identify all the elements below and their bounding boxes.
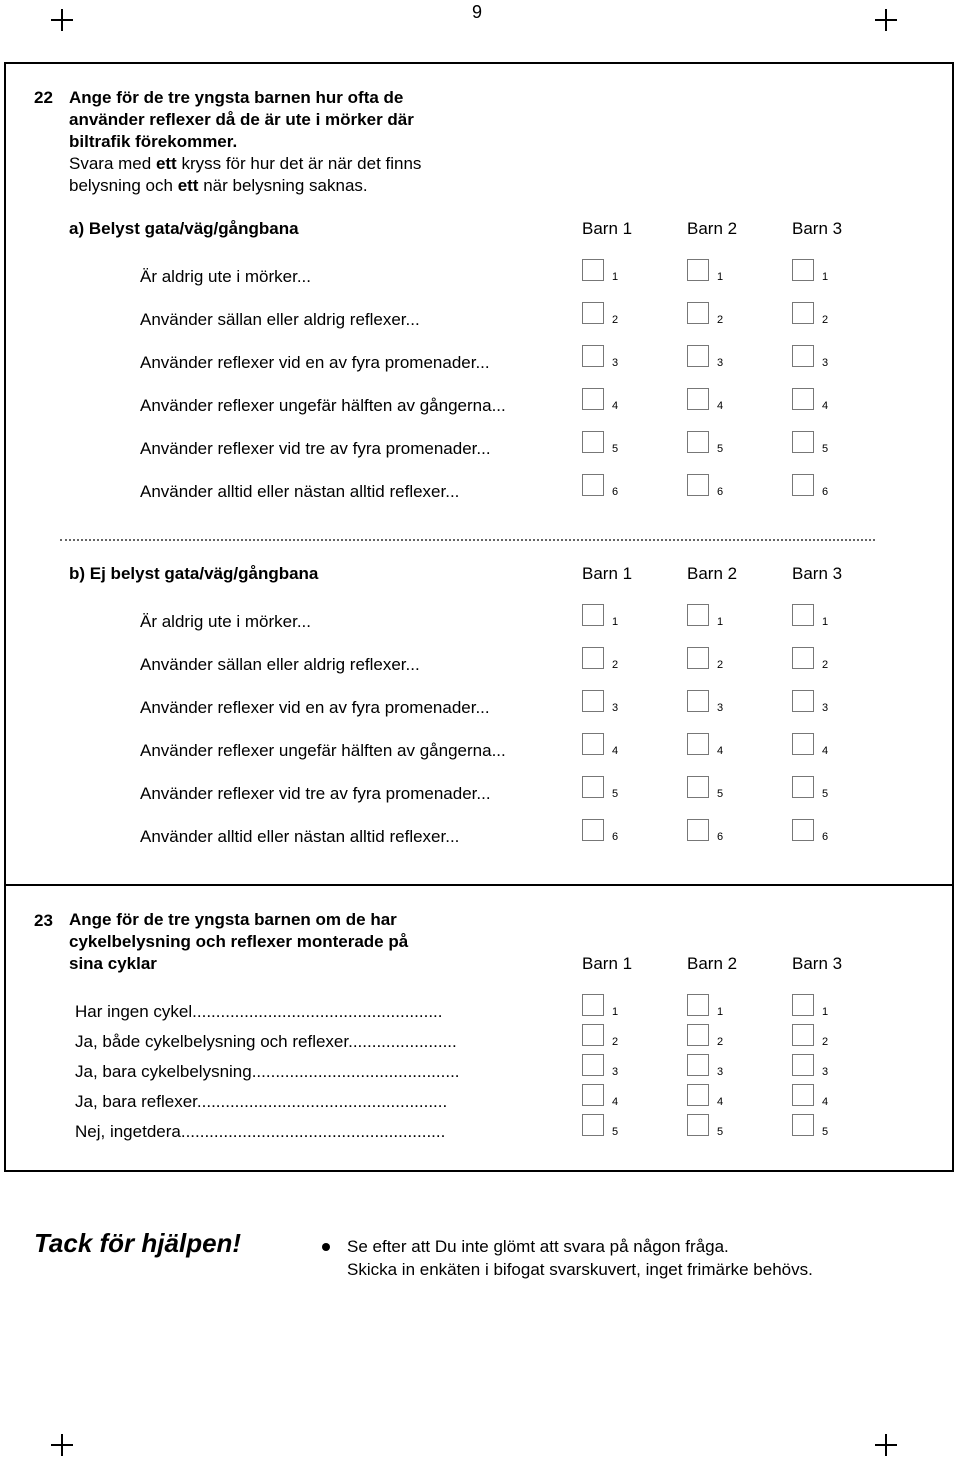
checkbox-barn-2[interactable] (687, 259, 709, 281)
option-label: Ja, bara reflexer..................................................... (75, 1092, 448, 1111)
option-code: 2 (717, 1036, 724, 1048)
checkbox-barn-2[interactable] (687, 819, 709, 841)
option-code: 2 (822, 314, 829, 326)
crop-mark-icon (875, 9, 897, 31)
checkbox-barn-1[interactable] (582, 1024, 604, 1046)
checkbox-barn-3[interactable] (792, 1084, 814, 1106)
option-code: 5 (612, 788, 619, 800)
crop-mark-icon (875, 1434, 897, 1456)
checkbox-barn-3[interactable] (792, 994, 814, 1016)
option-label: Använder reflexer ungefär hälften av gångerna... (140, 741, 506, 760)
checkbox-barn-3[interactable] (792, 776, 814, 798)
option-code: 4 (822, 400, 829, 412)
checkbox-barn-2[interactable] (687, 604, 709, 626)
option-code: 5 (717, 788, 724, 800)
option-label: Är aldrig ute i mörker... (140, 267, 312, 286)
checkbox-barn-2[interactable] (687, 1084, 709, 1106)
option-code: 4 (717, 400, 724, 412)
checkbox-barn-1[interactable] (582, 1114, 604, 1136)
option-code: 4 (822, 745, 829, 757)
checkbox-barn-3[interactable] (792, 604, 814, 626)
option-code: 4 (612, 400, 619, 412)
option-code: 2 (612, 1036, 619, 1048)
question-number: 23 (34, 911, 53, 930)
option-code: 3 (822, 1066, 829, 1078)
option-code: 3 (717, 1066, 724, 1078)
option-code: 6 (717, 831, 724, 843)
question-text: Ange för de tre yngsta barnen om de har cykelbelysning och reflexer monterade på sina cyklar (69, 910, 409, 973)
checkbox-barn-3[interactable] (792, 345, 814, 367)
option-code: 3 (822, 357, 829, 369)
option-label: Är aldrig ute i mörker... (140, 612, 312, 631)
thanks-text: Tack för hjälpen! (34, 1228, 242, 1258)
checkbox-barn-3[interactable] (792, 474, 814, 496)
option-code: 3 (822, 702, 829, 714)
option-code: 1 (822, 616, 829, 628)
option-code: 5 (612, 1126, 619, 1138)
checkbox-barn-2[interactable] (687, 1054, 709, 1076)
option-label: Använder reflexer vid tre av fyra promenader... (140, 439, 491, 458)
checkbox-barn-1[interactable] (582, 302, 604, 324)
option-label: Använder alltid eller nästan alltid reflexer... (140, 827, 460, 846)
checkbox-barn-2[interactable] (687, 1024, 709, 1046)
checkbox-barn-1[interactable] (582, 647, 604, 669)
page-number: 9 (472, 2, 483, 22)
option-code: 3 (717, 702, 724, 714)
option-code: 5 (822, 1126, 829, 1138)
option-code: 2 (822, 1036, 829, 1048)
column-header-barn-1: Barn 1 (582, 219, 633, 238)
option-label: Använder reflexer vid en av fyra promenader... (140, 353, 490, 372)
checkbox-barn-3[interactable] (792, 302, 814, 324)
column-header-barn-3: Barn 3 (792, 564, 843, 583)
option-code: 3 (612, 1066, 619, 1078)
checkbox-barn-2[interactable] (687, 994, 709, 1016)
checkbox-barn-1[interactable] (582, 1054, 604, 1076)
option-code: 3 (612, 357, 619, 369)
option-code: 2 (717, 314, 724, 326)
column-header-barn-1: Barn 1 (582, 564, 633, 583)
option-code: 1 (717, 1006, 724, 1018)
checkbox-barn-3[interactable] (792, 1054, 814, 1076)
checkbox-barn-1[interactable] (582, 474, 604, 496)
option-label: Använder reflexer vid tre av fyra promenader... (140, 784, 491, 803)
section-heading: a) Belyst gata/väg/gångbana (69, 219, 299, 238)
checkbox-barn-1[interactable] (582, 776, 604, 798)
section-divider (60, 539, 875, 541)
option-code: 6 (717, 486, 724, 498)
crop-mark-icon (51, 9, 73, 31)
option-code: 6 (822, 486, 829, 498)
checkbox-barn-3[interactable] (792, 647, 814, 669)
option-label: Nej, ingetdera........................................................ (75, 1122, 446, 1141)
checkbox-barn-1[interactable] (582, 1084, 604, 1106)
checkbox-barn-1[interactable] (582, 604, 604, 626)
option-code: 5 (612, 443, 619, 455)
option-code: 2 (717, 659, 724, 671)
checkbox-barn-2[interactable] (687, 1114, 709, 1136)
checkbox-barn-1[interactable] (582, 259, 604, 281)
checkbox-barn-2[interactable] (687, 345, 709, 367)
option-code: 4 (612, 1096, 619, 1108)
question-text: Ange för de tre yngsta barnen hur ofta de använder reflexer då de är ute i mörker där biltrafik förekommer. Svara med ett kryss för hur det är när det finns belysning och ett när belysning saknas. (69, 88, 422, 195)
checkbox-barn-1[interactable] (582, 431, 604, 453)
option-label: Använder reflexer ungefär hälften av gångerna... (140, 396, 506, 415)
return-instructions: Skicka in enkäten i bifogat svarskuvert, inget frimärke behövs. (347, 1260, 813, 1279)
column-header-barn-3: Barn 3 (792, 219, 843, 238)
option-code: 4 (717, 1096, 724, 1108)
option-code: 2 (612, 314, 619, 326)
column-header-barn-1: Barn 1 (582, 954, 633, 973)
checkbox-barn-2[interactable] (687, 647, 709, 669)
column-header-barn-2: Barn 2 (687, 564, 738, 583)
option-code: 1 (612, 271, 619, 283)
option-code: 5 (717, 443, 724, 455)
checkbox-barn-1[interactable] (582, 690, 604, 712)
option-code: 5 (822, 443, 829, 455)
checkbox-barn-1[interactable] (582, 345, 604, 367)
option-code: 1 (717, 271, 724, 283)
option-code: 6 (822, 831, 829, 843)
column-header-barn-3: Barn 3 (792, 954, 843, 973)
checkbox-barn-2[interactable] (687, 776, 709, 798)
option-code: 4 (612, 745, 619, 757)
checkbox-barn-2[interactable] (687, 733, 709, 755)
option-code: 1 (822, 271, 829, 283)
option-label: Använder sällan eller aldrig reflexer... (140, 655, 420, 674)
checkbox-barn-2[interactable] (687, 388, 709, 410)
option-code: 4 (822, 1096, 829, 1108)
option-code: 6 (612, 831, 619, 843)
column-header-barn-2: Barn 2 (687, 954, 738, 973)
checkbox-barn-3[interactable] (792, 733, 814, 755)
option-code: 6 (612, 486, 619, 498)
option-code: 4 (717, 745, 724, 757)
checkbox-barn-3[interactable] (792, 690, 814, 712)
checkbox-barn-3[interactable] (792, 1114, 814, 1136)
option-label: Använder alltid eller nästan alltid reflexer... (140, 482, 460, 501)
option-label: Har ingen cykel..................................................... (75, 1002, 443, 1021)
reminder-text: Se efter att Du inte glömt att svara på någon fråga. (347, 1237, 729, 1256)
question-number: 22 (34, 88, 53, 107)
checkbox-barn-2[interactable] (687, 690, 709, 712)
option-code: 1 (822, 1006, 829, 1018)
option-code: 3 (717, 357, 724, 369)
crop-mark-icon (51, 1434, 73, 1456)
checkbox-barn-3[interactable] (792, 431, 814, 453)
section-heading: b) Ej belyst gata/väg/gångbana (69, 564, 319, 583)
option-code: 2 (612, 659, 619, 671)
option-code: 1 (612, 616, 619, 628)
option-label: Ja, bara cykelbelysning............................................ (75, 1062, 460, 1081)
option-label: Använder reflexer vid en av fyra promenader... (140, 698, 490, 717)
option-code: 2 (822, 659, 829, 671)
option-label: Ja, både cykelbelysning och reflexer....................... (75, 1032, 457, 1051)
checkbox-barn-1[interactable] (582, 819, 604, 841)
question-divider (4, 884, 954, 886)
checkbox-barn-3[interactable] (792, 819, 814, 841)
option-code: 1 (612, 1006, 619, 1018)
column-header-barn-2: Barn 2 (687, 219, 738, 238)
option-code: 5 (822, 788, 829, 800)
option-code: 3 (612, 702, 619, 714)
checkbox-barn-1[interactable] (582, 733, 604, 755)
checkbox-barn-3[interactable] (792, 259, 814, 281)
checkbox-barn-3[interactable] (792, 388, 814, 410)
option-code: 1 (717, 616, 724, 628)
checkbox-barn-2[interactable] (687, 474, 709, 496)
option-code: 5 (717, 1126, 724, 1138)
checkbox-barn-2[interactable] (687, 431, 709, 453)
checkbox-barn-1[interactable] (582, 994, 604, 1016)
option-label: Använder sällan eller aldrig reflexer... (140, 310, 420, 329)
bullet-icon (322, 1243, 330, 1251)
checkbox-barn-2[interactable] (687, 302, 709, 324)
checkbox-barn-3[interactable] (792, 1024, 814, 1046)
checkbox-barn-1[interactable] (582, 388, 604, 410)
